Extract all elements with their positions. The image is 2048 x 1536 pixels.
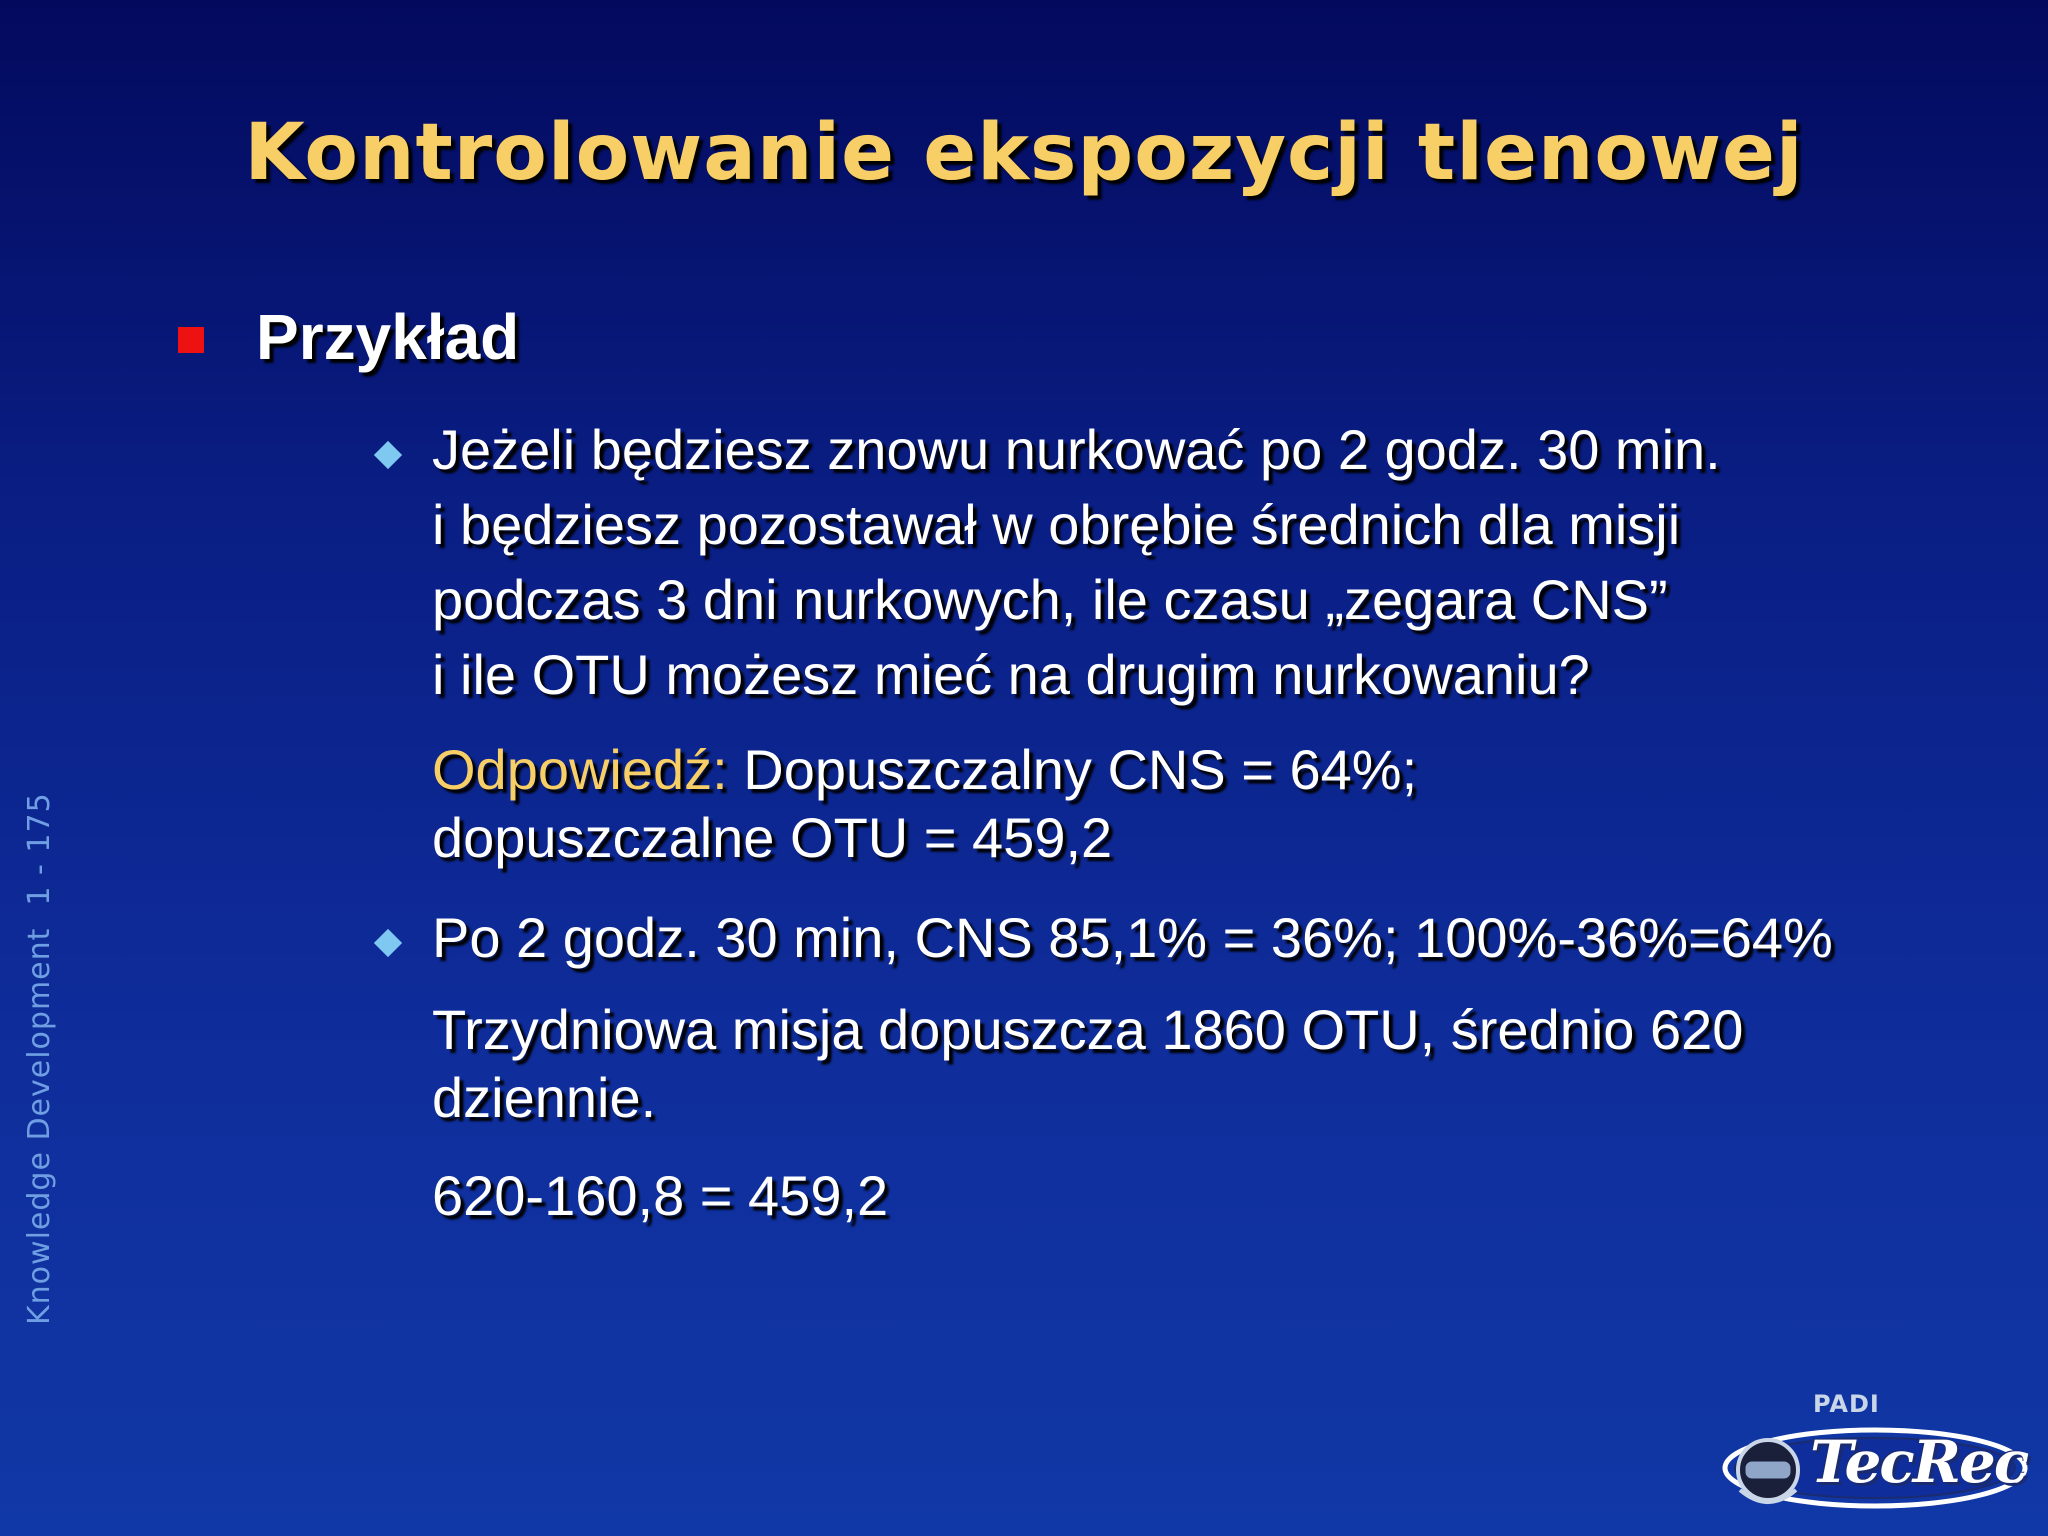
question-line: Jeżeli będziesz znowu nurkować po 2 godz. 30 min. [432, 418, 1721, 481]
answer-text: Dopuszczalny CNS = 64%; [727, 738, 1418, 801]
page-number: 1 - 175 [22, 792, 57, 906]
side-label-text: Knowledge Development [22, 927, 57, 1325]
result-paragraph: 620-160,8 = 459,2 [432, 1164, 889, 1227]
logo-small-text: PADI [1813, 1390, 1880, 1418]
answer-label: Odpowiedź: [432, 738, 728, 801]
red-square-icon [178, 327, 204, 353]
question-paragraph [432, 412, 1992, 712]
mission-line: dziennie. [432, 1066, 657, 1129]
question-line: i ile OTU możesz mieć na drugim nurkowaniu? [432, 643, 1590, 706]
mission-paragraph [432, 996, 1992, 1132]
level1-item [178, 300, 519, 374]
answer-paragraph [432, 736, 1992, 872]
answer-line: dopuszczalne OTU = 459,2 [432, 806, 1113, 869]
question-line: i będziesz pozostawał w obrębie średnich dla misji [432, 493, 1681, 556]
mission-line: Trzydniowa misja dopuszcza 1860 OTU, średnio 620 [432, 998, 1744, 1061]
question-line: podczas 3 dni nurkowych, ile czasu „zegara CNS” [432, 568, 1668, 631]
slide-title: Kontrolowanie ekspozycji tlenowej [244, 108, 1804, 198]
diamond-icon [374, 929, 402, 957]
diamond-icon [374, 441, 402, 469]
answer-line [432, 736, 1992, 804]
logo-brand-text: TecRec [1810, 1428, 2028, 1496]
side-label [22, 792, 57, 1325]
calc-paragraph: Po 2 godz. 30 min, CNS 85,1% = 36%; 100%-36%=64% [432, 906, 1833, 969]
tecrec-logo [1700, 1390, 2030, 1530]
heading-text: Przykład [256, 301, 520, 373]
